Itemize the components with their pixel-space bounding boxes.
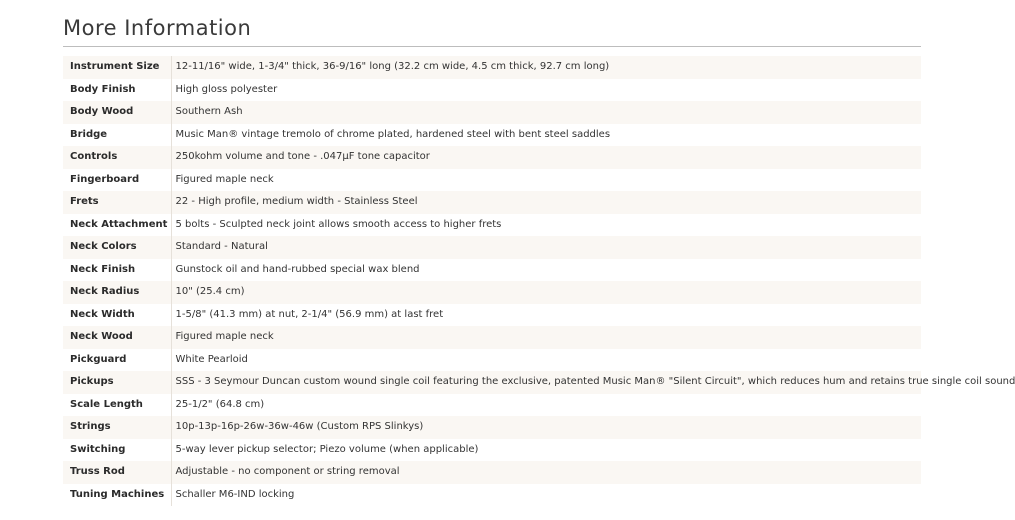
spec-table [63, 56, 1015, 506]
spec-value: 25-1/2" (64.8 cm) [175, 398, 265, 410]
spec-row-switching [63, 439, 921, 462]
spec-value: 22 - High profile, medium width - Stainless Steel [175, 196, 418, 207]
spec-value: Southern Ash [175, 106, 243, 117]
spec-row-strings [63, 416, 921, 439]
spec-table-body [63, 56, 1015, 506]
spec-row-fingerboard [63, 169, 921, 192]
spec-value: Figured maple neck [175, 331, 274, 342]
spec-label: Neck Width [63, 304, 171, 327]
spec-row-frets [63, 191, 921, 214]
spec-label: Body Finish [63, 79, 171, 102]
more-information-section [63, 0, 1015, 506]
spec-value: High gloss polyester [175, 83, 278, 95]
spec-label: Neck Attachment [63, 214, 171, 237]
spec-value: 5 bolts - Sculpted neck joint allows smooth access to higher frets [175, 218, 502, 230]
spec-row-body-wood [63, 101, 921, 124]
spec-row-neck-width [63, 304, 921, 327]
spec-value: 10p-13p-16p-26w-36w-46w (Custom RPS Slinkys) [175, 421, 424, 432]
spec-row-bridge [63, 124, 921, 147]
spec-value: 10" (25.4 cm) [175, 286, 245, 297]
spec-row-neck-finish [63, 259, 921, 282]
spec-row-neck-colors [63, 236, 921, 259]
spec-label: Pickups [63, 371, 171, 394]
spec-value: 1-5/8" (41.3 mm) at nut, 2-1/4" (56.9 mm) at last fret [175, 308, 444, 320]
spec-label: Strings [63, 416, 171, 439]
section-title: More Information [63, 16, 252, 40]
spec-row-pickguard [63, 349, 921, 372]
spec-label: Neck Radius [63, 281, 171, 304]
spec-value: 12-11/16" wide, 1-3/4" thick, 36-9/16" long (32.2 cm wide, 4.5 cm thick, 92.7 cm long) [175, 61, 610, 72]
spec-value: Gunstock oil and hand-rubbed special wax blend [175, 263, 420, 275]
spec-label: Switching [63, 439, 171, 462]
spec-label: Fingerboard [63, 169, 171, 192]
spec-label: Neck Colors [63, 236, 171, 259]
spec-value: Schaller M6-IND locking [175, 488, 295, 500]
spec-row-neck-attachment [63, 214, 921, 237]
spec-row-pickups [63, 371, 921, 394]
spec-label: Neck Finish [63, 259, 171, 282]
spec-label: Instrument Size [63, 56, 171, 79]
spec-label: Neck Wood [63, 326, 171, 349]
spec-value: 250kohm volume and tone - .047µF tone capacitor [175, 151, 430, 162]
spec-value: Adjustable - no component or string removal [175, 466, 400, 477]
spec-row-truss-rod [63, 461, 921, 484]
spec-value: 5-way lever pickup selector; Piezo volume (when applicable) [175, 443, 479, 455]
spec-label: Bridge [63, 124, 171, 147]
spec-value: Standard - Natural [175, 241, 268, 252]
spec-label: Frets [63, 191, 171, 214]
spec-value: White Pearloid [175, 353, 248, 365]
spec-label: Tuning Machines [63, 484, 171, 507]
spec-row-body-finish [63, 79, 921, 102]
spec-row-instrument-size [63, 56, 921, 79]
spec-row-scale-length [63, 394, 921, 417]
spec-label: Truss Rod [63, 461, 171, 484]
spec-label: Scale Length [63, 394, 171, 417]
spec-label: Pickguard [63, 349, 171, 372]
spec-value: SSS - 3 Seymour Duncan custom wound single coil featuring the exclusive, patented Music Man® "Silent Circuit", which reduces hum and retains true single coil sound [175, 376, 1015, 387]
spec-value: Figured maple neck [175, 173, 274, 185]
spec-row-neck-wood [63, 326, 921, 349]
spec-row-controls [63, 146, 921, 169]
spec-row-neck-radius [63, 281, 921, 304]
spec-value: Music Man® vintage tremolo of chrome plated, hardened steel with bent steel saddles [175, 128, 611, 140]
spec-label: Body Wood [63, 101, 171, 124]
spec-row-tuning-machines [63, 484, 921, 507]
section-divider [63, 46, 921, 47]
spec-label: Controls [63, 146, 171, 169]
